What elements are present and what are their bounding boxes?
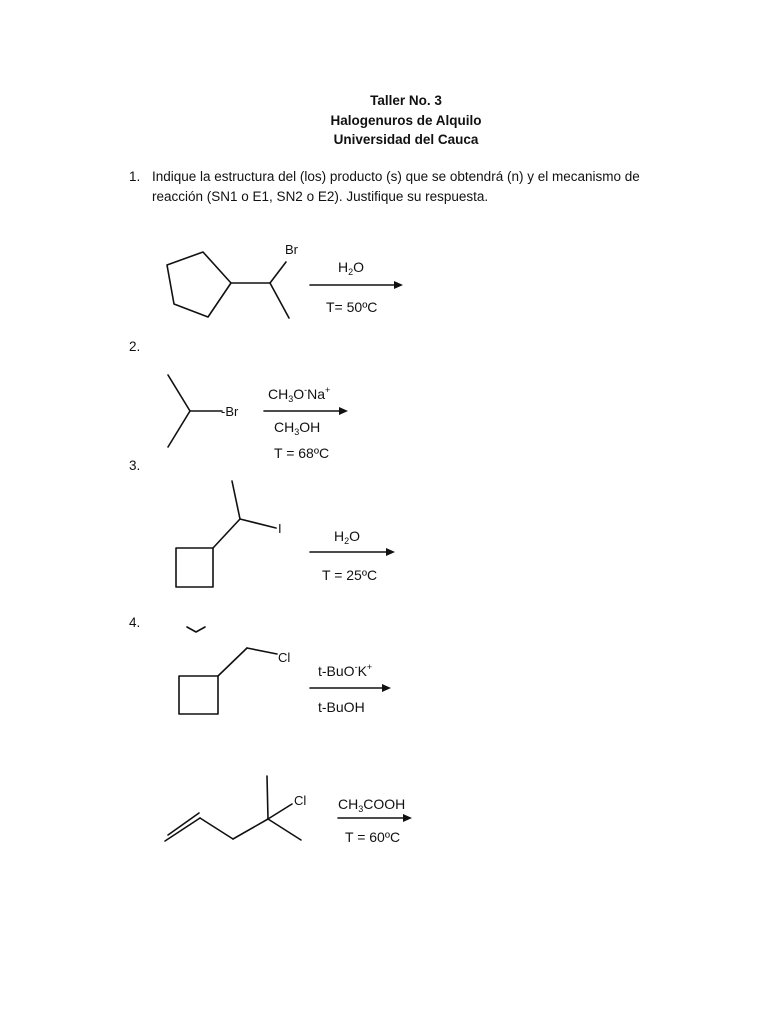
reaction-3-reagent: $H_2O$ xyxy=(334,528,361,546)
stray-mark xyxy=(187,627,205,632)
header-institution: Universidad del Cauca xyxy=(333,132,479,147)
reaction-4-atom-label: Cl xyxy=(278,650,291,665)
reaction-1-structure xyxy=(167,242,299,318)
reaction-4-conditions: t-BuOH xyxy=(318,699,365,715)
reaction-4-arrow xyxy=(310,684,391,692)
reaction-3-arrow xyxy=(310,548,395,556)
header-title: Taller No. 3 xyxy=(370,93,442,108)
reaction-5-reagent: $CH_3COOH$ xyxy=(338,796,406,814)
cyclobutane-ring xyxy=(179,676,218,714)
reaction-2-atom-label: -Br xyxy=(221,404,239,419)
reaction-5-conditions: T = 60ºC xyxy=(345,829,401,845)
question-4-number: 4. xyxy=(129,615,141,630)
reaction-4-reagent: t-BuO-K+ xyxy=(318,662,373,679)
cyclobutane-ring xyxy=(176,548,213,587)
reaction-1-atom-label: Br xyxy=(285,242,298,257)
reaction-5-atom-label: Cl xyxy=(294,793,307,808)
reaction-3-conditions: T = 25ºC xyxy=(322,567,378,583)
reaction-4-structure xyxy=(179,627,290,714)
reaction-2-solvent: $CH_3OH$ xyxy=(274,419,321,437)
reaction-1-arrow xyxy=(310,281,403,289)
question-2-number: 2. xyxy=(129,339,141,354)
reaction-2-structure xyxy=(168,375,239,447)
reaction-1-conditions: T= 50ºC xyxy=(326,299,378,315)
reaction-3-atom-label: I xyxy=(278,521,282,536)
reaction-1-reagent: $H_2O$ xyxy=(338,259,365,277)
cyclopentane-ring xyxy=(167,252,231,317)
reaction-5-arrow xyxy=(338,814,412,822)
question-1-number: 1. xyxy=(129,169,141,184)
question-3-number: 3. xyxy=(129,458,141,473)
reaction-2-temperature: T = 68ºC xyxy=(274,445,330,461)
reaction-2-arrow xyxy=(264,407,348,415)
question-1-text: Indique la estructura del (los) producto (s) que se obtendrá (n) y el mecanismo de reacción (SN1 o E1, SN2 o E2). Justifique su respuesta. xyxy=(152,169,640,204)
header-subtitle: Halogenuros de Alquilo xyxy=(330,112,482,128)
reaction-3-structure xyxy=(176,481,282,587)
reaction-2-reagent: $CH_3O^-Na^+$ xyxy=(268,385,331,404)
reaction-5-structure xyxy=(165,776,306,841)
